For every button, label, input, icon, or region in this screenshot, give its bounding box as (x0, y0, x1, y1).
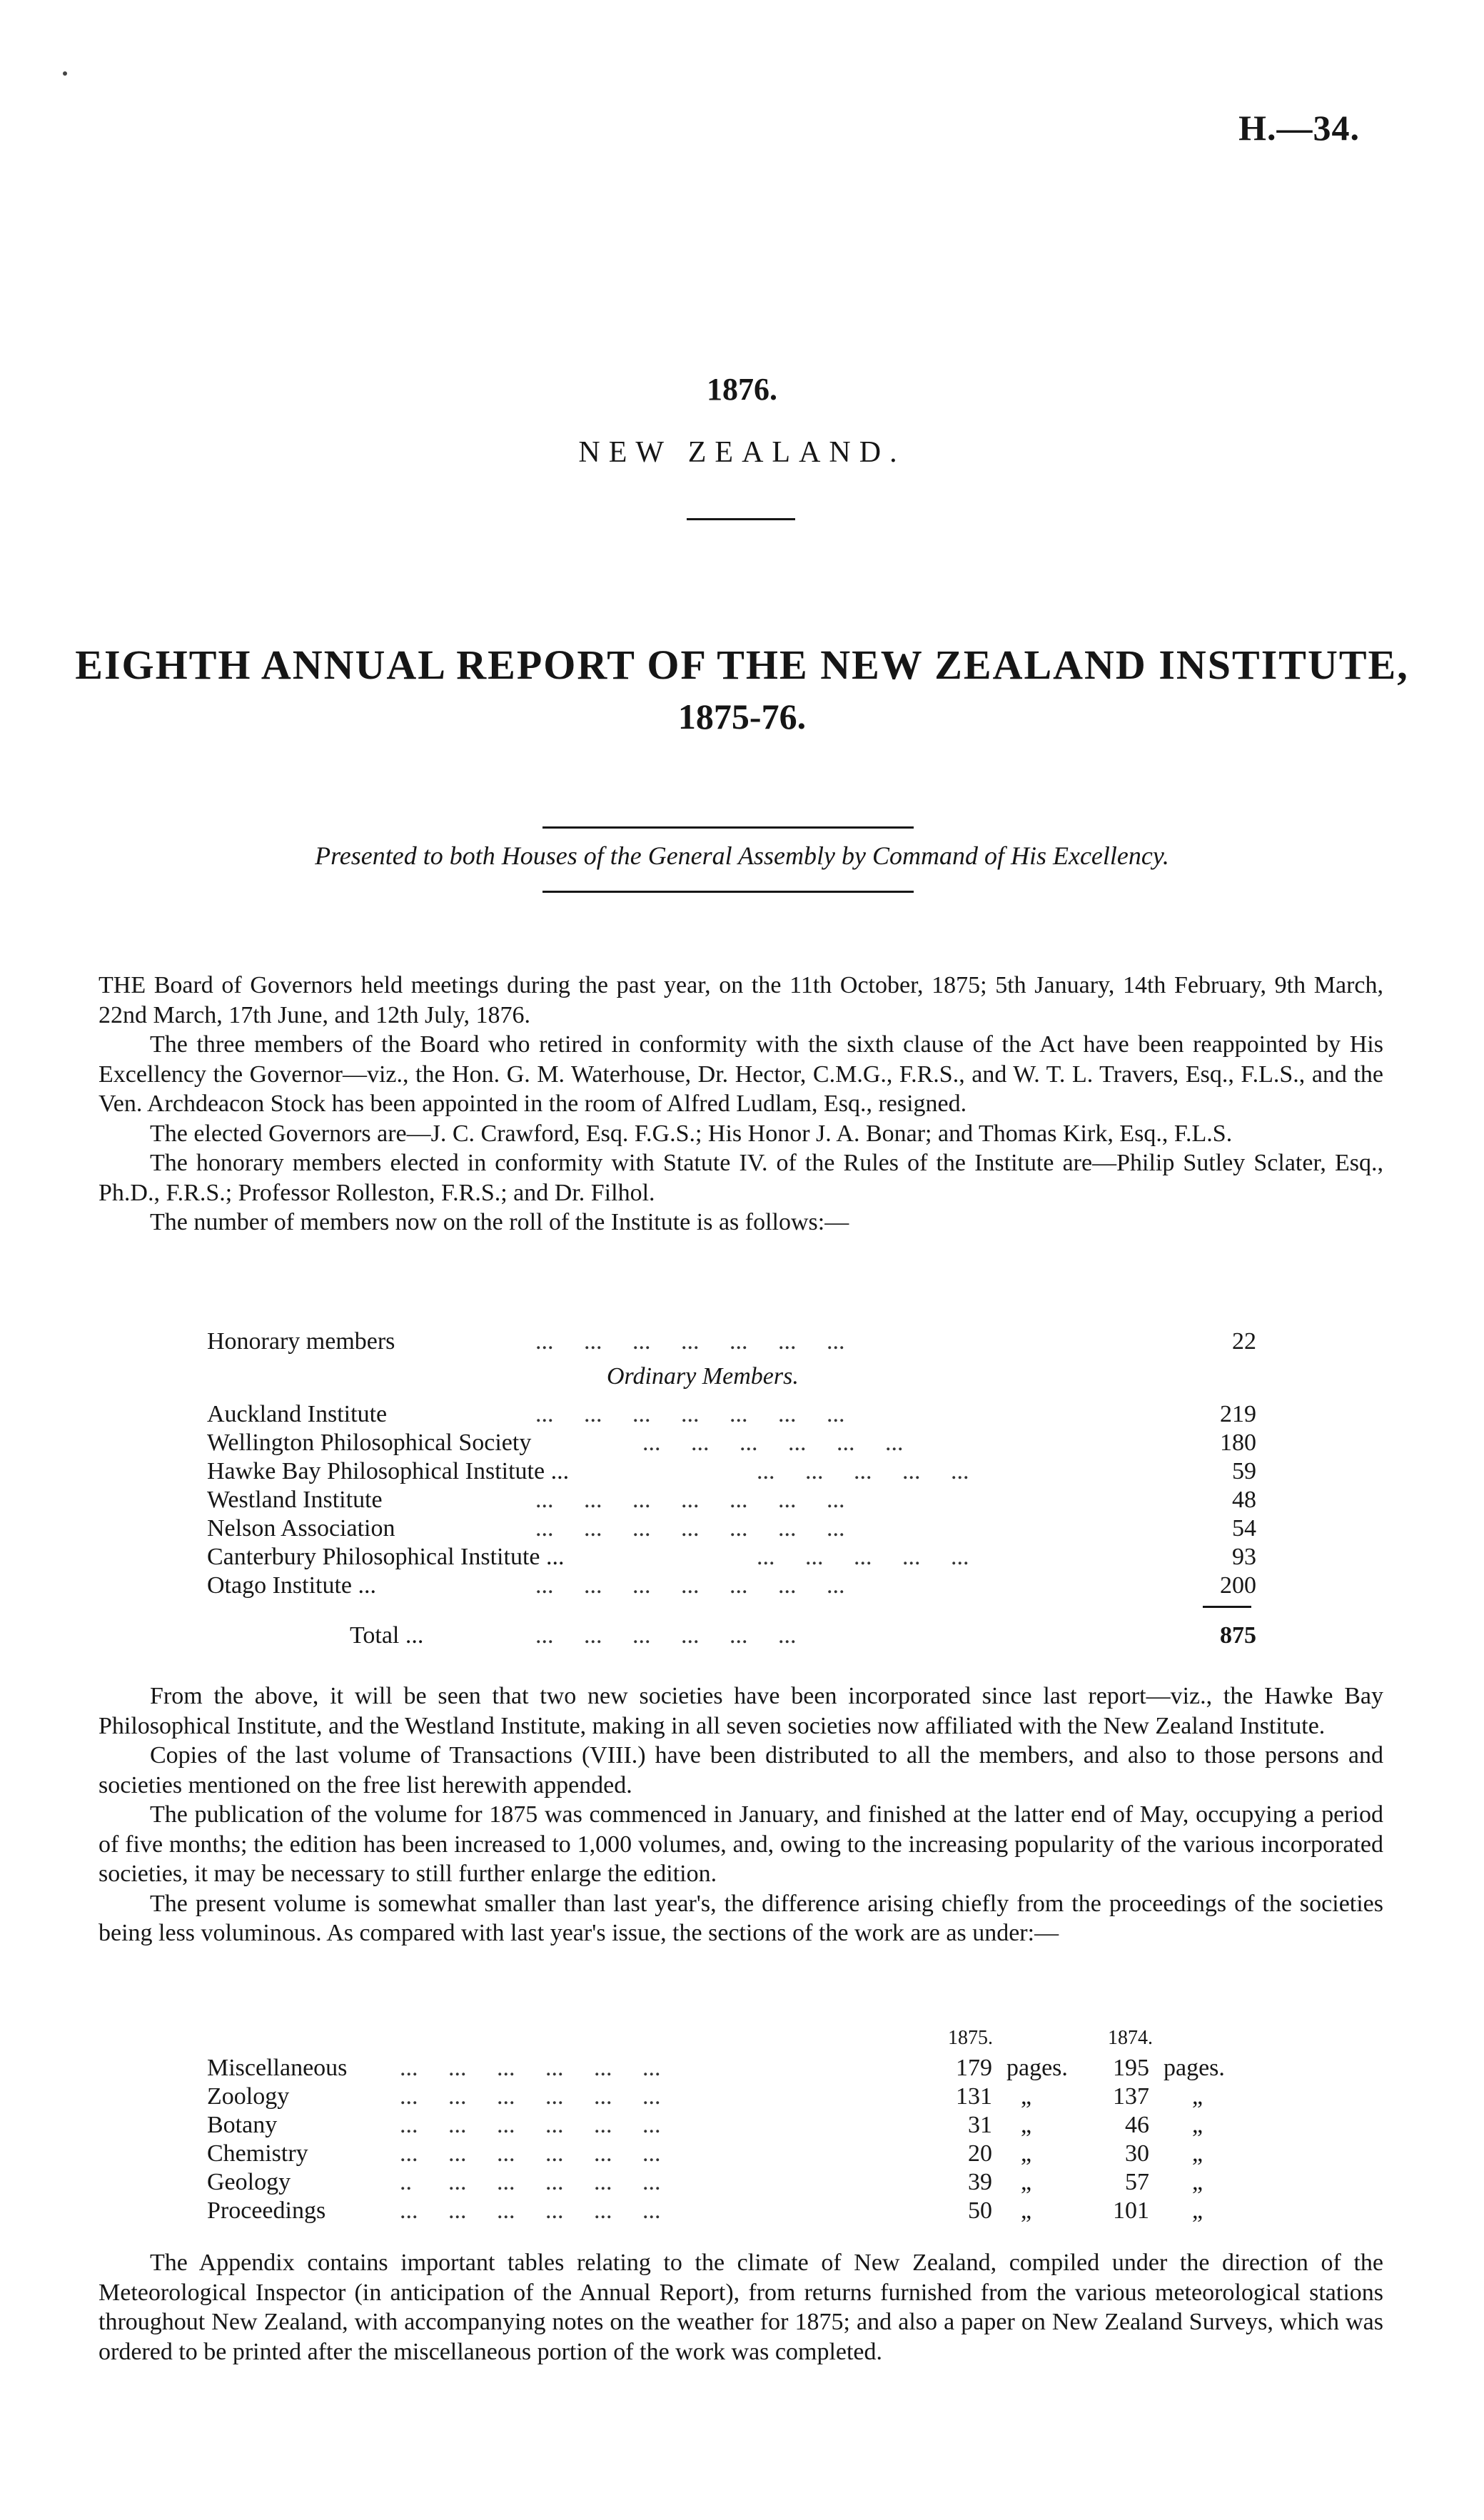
unit-1874: „ (1192, 2083, 1203, 2110)
presented-rule-bottom (542, 891, 914, 893)
total-rule (1203, 1606, 1251, 1608)
column-header-1874: 1874. (1108, 2027, 1153, 2049)
member-label: Nelson Association (207, 1515, 395, 1542)
paragraph-reappointed: The three members of the Board who retired in conformity with the sixth clause of the Act have been reappointed by His Excellency the Governor—viz., the Hon. G. M. Waterhouse, Dr. Hector, C.M.G., F.R.S., and W. T. L. Travers, Esq., F.L.S., and the Ven. Archdeacon Stock has been appointed in the room of Alfred Ludlam, Esq., resigned. (99, 1031, 1383, 1117)
section-label: Proceedings (207, 2197, 326, 2224)
report-year: 1876. (707, 372, 777, 407)
leader-dots: ... ... ... ... ... ... (400, 2083, 661, 2110)
leader-dots: ... ... ... ... ... ... ... (535, 1401, 845, 1427)
total-label: Total ... (350, 1622, 424, 1649)
unit-1875: „ (1021, 2112, 1032, 2138)
scan-speck (63, 71, 67, 76)
member-label: Westland Institute (207, 1487, 383, 1513)
leader-dots: ... ... ... ... ... ... (642, 1429, 904, 1456)
leader-dots: ... ... ... ... ... ... ... (535, 1572, 845, 1599)
unit-1874: pages. (1164, 2055, 1225, 2081)
member-count: 54 (1232, 1515, 1256, 1542)
section-label: Chemistry (207, 2140, 308, 2167)
pages-1874: 46 (1125, 2112, 1149, 2138)
section-label: Miscellaneous (207, 2055, 348, 2081)
member-label: Wellington Philosophical Society (207, 1429, 532, 1456)
unit-1875: „ (1021, 2169, 1032, 2195)
paragraph-publication: The publication of the volume for 1875 was commenced in January, and finished at the latter end of May, occupying a period of five months; the edition has been increased to 1,000 volumes, and, owing to the increasing popularity of the various incorporated societies, it may be necessary to still further enlarge the edition. (99, 1801, 1383, 1887)
pages-1874: 195 (1113, 2055, 1149, 2081)
pages-1874: 57 (1125, 2169, 1149, 2195)
pages-1875: 131 (956, 2083, 992, 2110)
unit-1875: „ (1021, 2140, 1032, 2167)
pages-1875: 179 (956, 2055, 992, 2081)
presented-line: Presented to both Houses of the General Assembly by Command of His Excellency. (315, 841, 1169, 870)
heading-rule (687, 518, 795, 520)
unit-1874: „ (1192, 2197, 1203, 2224)
section-label: Botany (207, 2112, 278, 2138)
section-label: Zoology (207, 2083, 290, 2110)
intro-paragraphs (99, 971, 1383, 1238)
closing-paragraphs (99, 2248, 1383, 2367)
report-title-years: 1875-76. (677, 697, 807, 737)
member-label: Hawke Bay Philosophical Institute ... (207, 1458, 570, 1484)
total-count: 875 (1220, 1622, 1256, 1649)
member-label: Canterbury Philosophical Institute ... (207, 1544, 565, 1570)
middle-paragraphs (99, 1681, 1383, 1948)
paragraph-copies: Copies of the last volume of Transactions (VIII.) have been distributed to all the members, and also to those persons and societies mentioned on the free list herewith appended. (99, 1742, 1383, 1798)
pages-1874: 137 (1113, 2083, 1149, 2110)
presented-rule-top (542, 826, 914, 829)
pages-1875: 50 (968, 2197, 992, 2224)
member-count: 200 (1220, 1572, 1256, 1599)
ordinary-members-heading: Ordinary Members. (607, 1363, 799, 1390)
member-count: 219 (1220, 1401, 1256, 1427)
unit-1875: „ (1021, 2197, 1032, 2224)
member-count: 48 (1232, 1487, 1256, 1513)
report-title: EIGHTH ANNUAL REPORT OF THE NEW ZEALAND INSTITUTE, (75, 642, 1409, 688)
country-heading: NEW ZEALAND. (578, 436, 906, 469)
member-label: Honorary members (207, 1328, 395, 1355)
document-reference: H.—34. (1238, 108, 1360, 148)
leader-dots: ... ... ... ... ... ... ... (535, 1328, 845, 1355)
pages-1875: 20 (968, 2140, 992, 2167)
paragraph-new-societies: From the above, it will be seen that two new societies have been incorporated since last report—viz., the Hawke Bay Philosophical Institute, and the Westland Institute, making in all seven societies now affiliated with the New Zealand Institute. (99, 1683, 1383, 1739)
unit-1875: „ (1021, 2083, 1032, 2110)
unit-1874: „ (1192, 2169, 1203, 2195)
pages-1874: 30 (1125, 2140, 1149, 2167)
leader-dots: ... ... ... ... ... ... (400, 2197, 661, 2224)
member-label: Auckland Institute (207, 1401, 388, 1427)
unit-1874: „ (1192, 2140, 1203, 2167)
leader-dots: ... ... ... ... ... ... ... (535, 1515, 845, 1542)
leader-dots: ... ... ... ... ... (757, 1458, 969, 1484)
paragraph-members-intro: The number of members now on the roll of the Institute is as follows:— (150, 1209, 849, 1235)
leader-dots: ... ... ... ... ... ... ... (535, 1487, 845, 1513)
section-label: Geology (207, 2169, 291, 2195)
pages-1875: 39 (968, 2169, 992, 2195)
paragraph-honorary-members: The honorary members elected in conformity with Statute IV. of the Rules of the Institute are—Philip Sutley Sclater, Esq., Ph.D., F.R.S.; Professor Rolleston, F.R.S.; and Dr. Filhol. (99, 1150, 1383, 1206)
leader-dots: .. ... ... ... ... ... (400, 2169, 661, 2195)
unit-1875: pages. (1006, 2055, 1068, 2081)
member-label: Otago Institute ... (207, 1572, 377, 1599)
column-header-1875: 1875. (948, 2027, 993, 2049)
leader-dots: ... ... ... ... ... ... (400, 2055, 661, 2081)
leader-dots: ... ... ... ... ... (757, 1544, 969, 1570)
member-count: 93 (1232, 1544, 1256, 1570)
member-count: 59 (1232, 1458, 1256, 1484)
paragraph-elected-governors: The elected Governors are—J. C. Crawford, Esq. F.G.S.; His Honor J. A. Bonar; and Thomas Kirk, Esq., F.L.S. (150, 1120, 1233, 1147)
paragraph-appendix: The Appendix contains important tables relating to the climate of New Zealand, compiled under the direction of the Meteorological Inspector (in anticipation of the Annual Report), from returns furnished from the various meteorological stations throughout New Zealand, with accompanying notes on the weather for 1875; and also a paper on New Zealand Surveys, which was ordered to be printed after the miscellaneous portion of the work was completed. (99, 2250, 1383, 2365)
pages-1874: 101 (1113, 2197, 1149, 2224)
leader-dots: ... ... ... ... ... ... (400, 2112, 661, 2138)
unit-1874: „ (1192, 2112, 1203, 2138)
pages-1875: 31 (968, 2112, 992, 2138)
paragraph-present-volume: The present volume is somewhat smaller than last year's, the difference arising chiefly from the proceedings of the societies being less voluminous. As compared with last year's issue, the sections of the work are as under:— (99, 1890, 1383, 1946)
member-count: 22 (1232, 1328, 1256, 1355)
paragraph-meetings: THE Board of Governors held meetings during the past year, on the 11th October, 1875; 5th January, 14th February, 9th March, 22nd March, 17th June, and 12th July, 1876. (99, 972, 1383, 1028)
leader-dots: ... ... ... ... ... ... (400, 2140, 661, 2167)
member-count: 180 (1220, 1429, 1256, 1456)
leader-dots: ... ... ... ... ... ... (535, 1622, 797, 1649)
